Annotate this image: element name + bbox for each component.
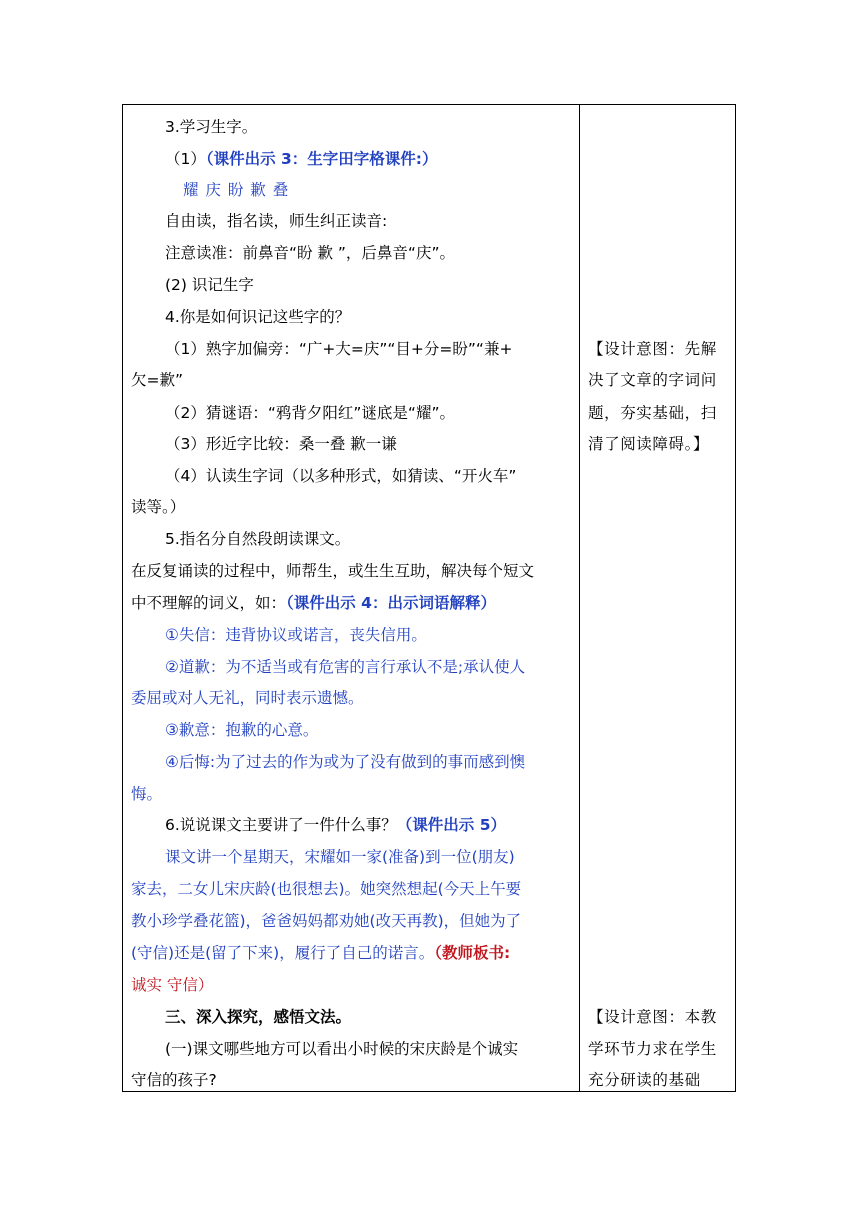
- design-intent-column: [580, 105, 737, 1091]
- text-segment: (守信)还是(留了下来)，履行了自己的诺言。: [131, 944, 435, 962]
- definition-line: ①失信：违背协议或诺言，丧失信用。: [165, 626, 427, 644]
- design-intent-line: 清了阅读障碍。】: [588, 435, 710, 453]
- courseware-note: （课件出示 3：生字田字格课件:）: [205, 150, 438, 168]
- text-line: 欠=歉”: [131, 371, 184, 389]
- text-line: 5.指名分自然段朗读课文。: [165, 530, 351, 548]
- definition-line: ③歉意：抱歉的心意。: [165, 721, 319, 739]
- text-line: (2) 识记生字: [165, 276, 254, 294]
- design-intent-line: 【设计意图：本教: [588, 1008, 717, 1026]
- text-line: 自由读，指名读，师生纠正读音:: [165, 212, 388, 230]
- text-line: 在反复诵读的过程中，师帮生，或生生互助，解决每个短文: [131, 562, 535, 580]
- text-line: 4.你是如何识记这些字的？: [165, 308, 351, 326]
- text-segment: （1）: [165, 150, 206, 168]
- text-line: 守信的孩子?: [131, 1071, 217, 1089]
- summary-line: 课文讲一个星期天，宋耀如一家(准备)到一位(朋友): [165, 848, 515, 866]
- text-line: 读等。）: [131, 498, 186, 516]
- section-heading: 三、深入探究，感悟文法。: [165, 1008, 352, 1026]
- board-note: 诚实 守信）: [131, 976, 214, 994]
- text-line: （3）形近字比较：桑一叠 歉一谦: [165, 435, 397, 453]
- text-line: [131, 593, 496, 613]
- design-intent-line: 学环节力求在学生: [588, 1040, 717, 1058]
- text-line: 3.学习生字。: [165, 118, 258, 136]
- definition-line: ④后悔:为了过去的作为或为了没有做到的事而感到懊: [165, 753, 526, 771]
- new-characters: 耀 庆 盼 歉 叠: [183, 181, 290, 199]
- definition-line: 悔。: [131, 785, 163, 803]
- text-line: （1）熟字加偏旁：“广+大=庆”“目+分=盼”“兼+: [165, 340, 513, 358]
- summary-line: 教小珍学叠花篮)，爸爸妈妈都劝她(改天再教)，但她为了: [131, 912, 522, 930]
- text-segment: 6.说说课文主要讲了一件什么事？: [165, 816, 397, 834]
- text-line: （2）猜谜语：“鸦背夕阳红”谜底是“耀”。: [165, 404, 455, 422]
- summary-line: 家去，二女儿宋庆龄(也很想去)。她突然想起(今天上午要: [131, 880, 522, 898]
- design-intent-line: 充分研读的基础: [588, 1071, 701, 1089]
- text-segment: 中不理解的词义，如：: [131, 594, 287, 612]
- definition-line: 委屈或对人无礼，同时表示遗憾。: [131, 689, 364, 707]
- lesson-table: [122, 104, 736, 1092]
- text-line: （4）认读生字词（以多种形式，如猜读、“开火车”: [165, 467, 517, 485]
- courseware-note: （课件出示 5）: [396, 816, 506, 834]
- courseware-note: （课件出示 4：出示词语解释）: [286, 594, 496, 612]
- text-line: 注意读准：前鼻音“盼 歉 ”，后鼻音“庆”。: [165, 244, 455, 262]
- text-line: [165, 149, 438, 169]
- board-note: （教师板书:: [434, 944, 511, 962]
- design-intent-line: 决了文章的字词问: [588, 371, 717, 389]
- design-intent-line: 题，夯实基础，扫: [588, 404, 717, 422]
- design-intent-line: 【设计意图：先解: [588, 340, 717, 358]
- summary-line: [131, 943, 510, 963]
- text-line: (一)课文哪些地方可以看出小时候的宋庆龄是个诚实: [165, 1040, 519, 1058]
- definition-line: ②道歉：为不适当或有危害的言行承认不是;承认使人: [165, 658, 526, 676]
- teaching-process-column: [123, 105, 579, 1091]
- text-line: [165, 815, 506, 835]
